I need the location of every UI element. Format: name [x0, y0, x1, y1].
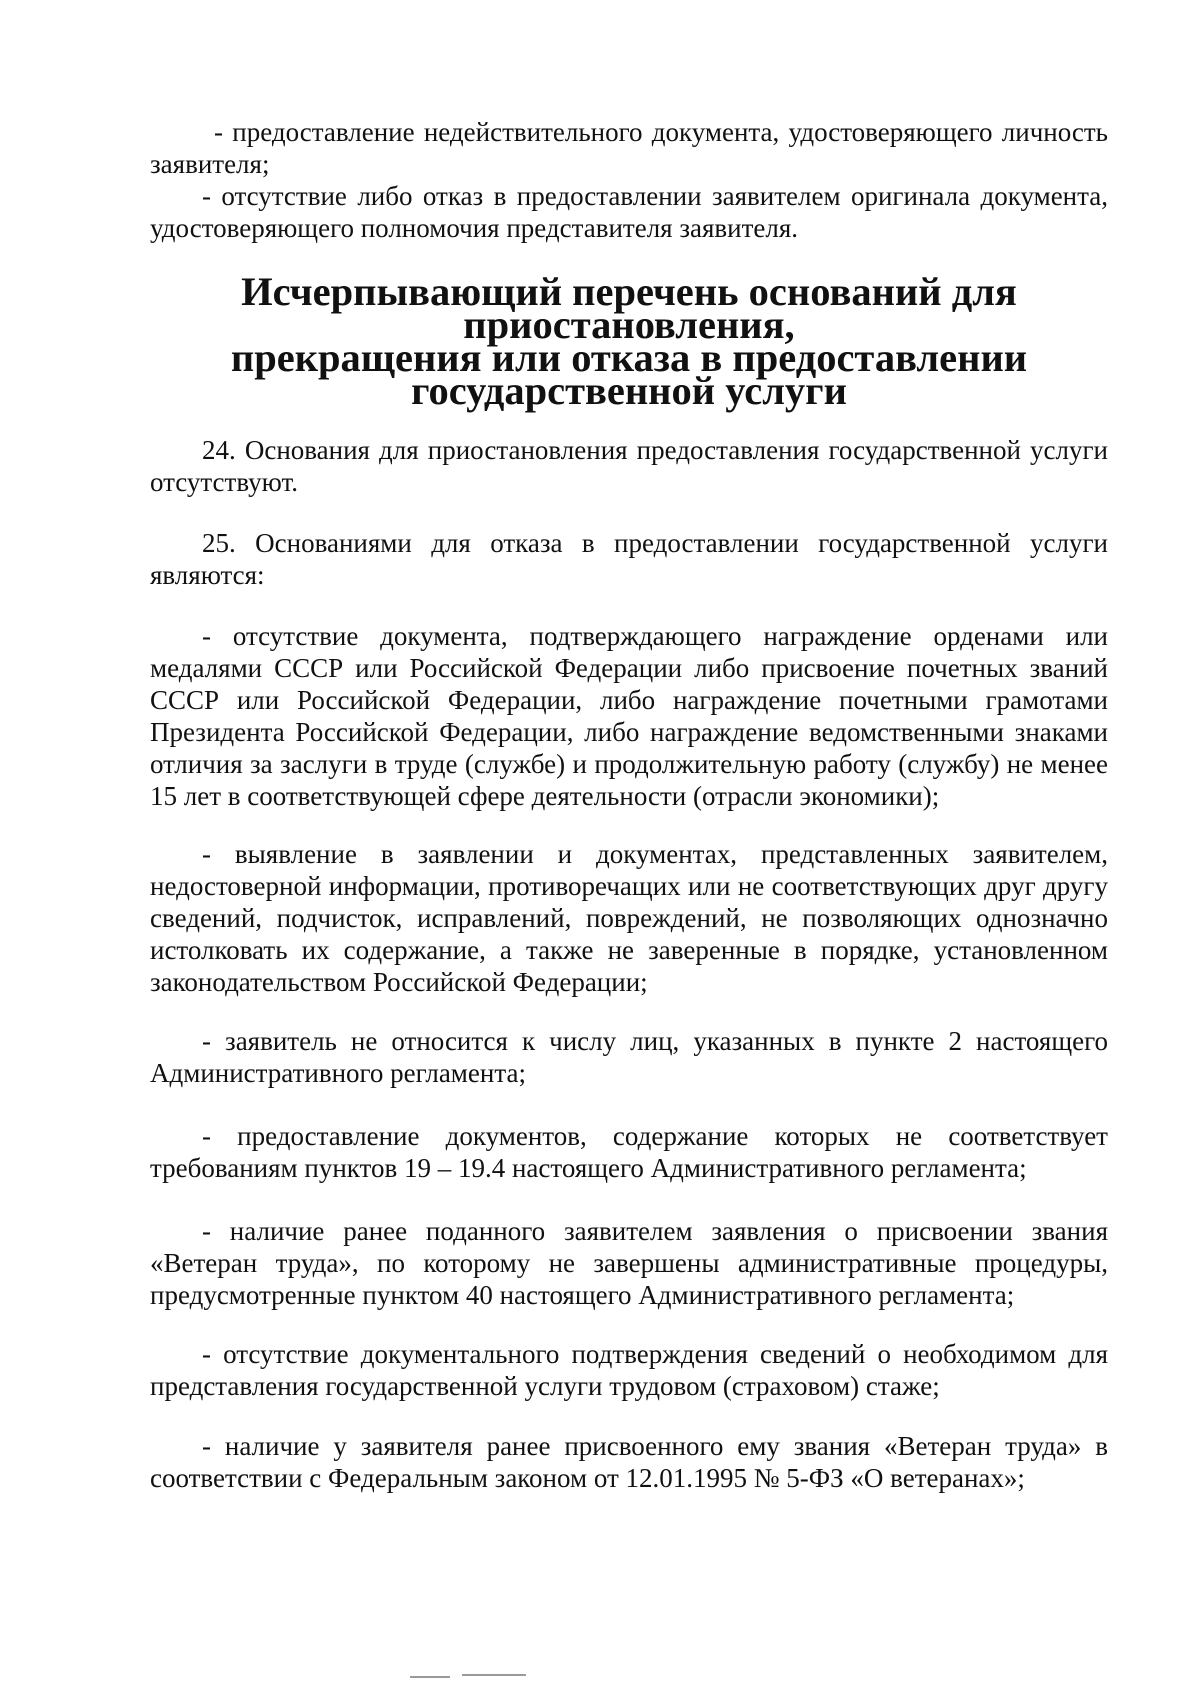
section-heading	[150, 269, 1108, 413]
ground-item-unreliable-info: - выявление в заявлении и документах, представленных заявителем, недостоверной информации, противоречащих или не соответствующих друг другу сведений, подчисток, исправлений, повреждений, не позволяющих однозначно истолковать их содержание, а также не заверенные в порядке, установленном законодательством Российской Федерации;	[150, 839, 1108, 997]
list-item-invalid-id: - предоставление недействительного документа, удостоверяющего личность заявителя;	[150, 117, 1108, 179]
scan-artifact	[410, 1676, 450, 1678]
paragraph-25: 25. Основаниями для отказа в предоставлении государственной услуги являются:	[150, 528, 1108, 590]
ground-item-no-award-document: - отсутствие документа, подтверждающего награждение орденами или медалями СССР или Российской Федерации либо присвоение почетных званий СССР или Российской Федерации, либо награждение почетными грамотами Президента Российской Федерации, либо награждение ведомственными знаками отличия за заслуги в труде (службе) и продолжительную работу (службу) не менее 15 лет в соответствующей сфере деятельности (отрасли экономики);	[150, 621, 1108, 811]
ground-item-already-veteran: - наличие у заявителя ранее присвоенного ему звания «Ветеран труда» в соответствии с Федеральным законом от 12.01.1995 № 5-ФЗ «О ветеранах»;	[150, 1431, 1108, 1493]
ground-item-pending-application: - наличие ранее поданного заявителем заявления о присвоении звания «Ветеран труда», по которому не завершены административные процедуры, предусмотренные пунктом 40 настоящего Административного регламента;	[150, 1216, 1108, 1310]
paragraph-24: 24. Основания для приостановления предоставления государственной услуги отсутствуют.	[150, 435, 1108, 497]
ground-item-not-eligible: - заявитель не относится к числу лиц, указанных в пункте 2 настоящего Административного регламента;	[150, 1026, 1108, 1088]
list-item-no-original: - отсутствие либо отказ в предоставлении заявителем оригинала документа, удостоверяющего полномочия представителя заявителя.	[150, 181, 1108, 243]
ground-item-no-service-proof: - отсутствие документального подтверждения сведений о необходимом для представления государственной услуги трудовом (страховом) стаже;	[150, 1339, 1108, 1401]
ground-item-noncompliant-documents: - предоставление документов, содержание которых не соответствует требованиям пунктов 19 – 19.4 настоящего Административного регламента;	[150, 1121, 1108, 1183]
section-heading-line-1: Исчерпывающий перечень оснований для приостановления,	[241, 269, 1017, 347]
scan-artifact	[462, 1674, 526, 1676]
section-heading-line-3: государственной услуги	[411, 368, 847, 413]
section-heading-line-2: прекращения или отказа в предоставлении	[230, 335, 1028, 380]
